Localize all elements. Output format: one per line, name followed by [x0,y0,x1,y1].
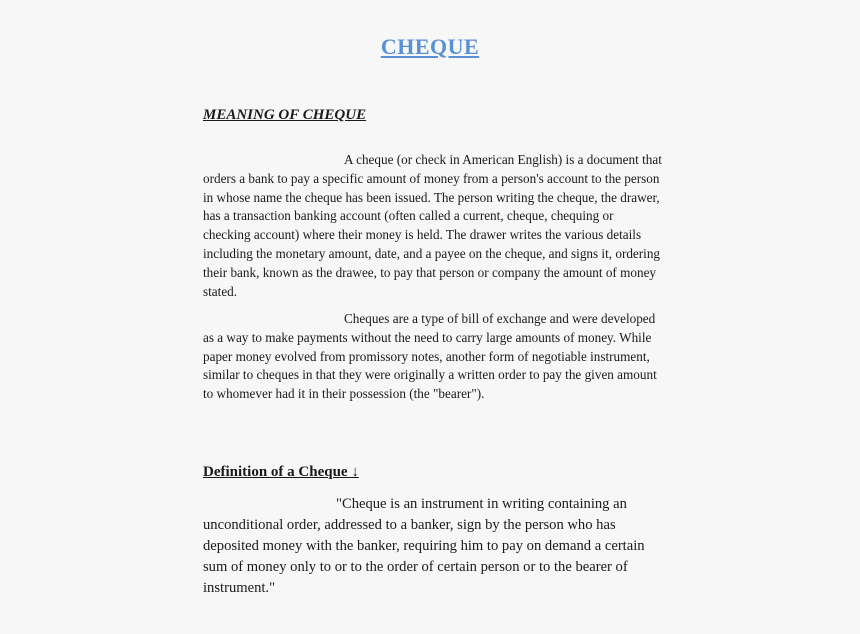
definition-quote: "Cheque is an instrument in writing containing an unconditional order, addressed to a banker, sign by the person who has deposited money with the banker, requiring him to pay on demand a certain sum of money only to or to the order of certain person or to the bearer of instrument." [203,496,645,596]
section-heading-meaning: MEANING OF CHEQUE [203,107,367,123]
document-title: CHEQUE [380,34,480,59]
paragraph-meaning-2: Cheques are a type of bill of exchange and were developed as a way to make payments without the need to carry large amounts of money. While paper money evolved from promissory notes, another form of negotiable instrument, similar to cheques in that they were originally a written order to pay the given amount to whomever had it in their possession (the "bearer"). [203,311,657,402]
section-heading-definition: Definition of a Cheque ↓ [203,464,359,480]
paragraph-meaning-1: A cheque (or check in American English) is a document that orders a bank to pay a specific amount of money from a person's account to the person in whose name the cheque has been issued. The person writing the cheque, the drawer, has a transaction banking account (often called a current, cheque, chequing or checking account) where their money is held. The drawer writes the various details including the monetary amount, date, and a payee on the cheque, and signs it, ordering their bank, known as the drawee, to pay that person or company the amount of money stated. [203,152,662,299]
